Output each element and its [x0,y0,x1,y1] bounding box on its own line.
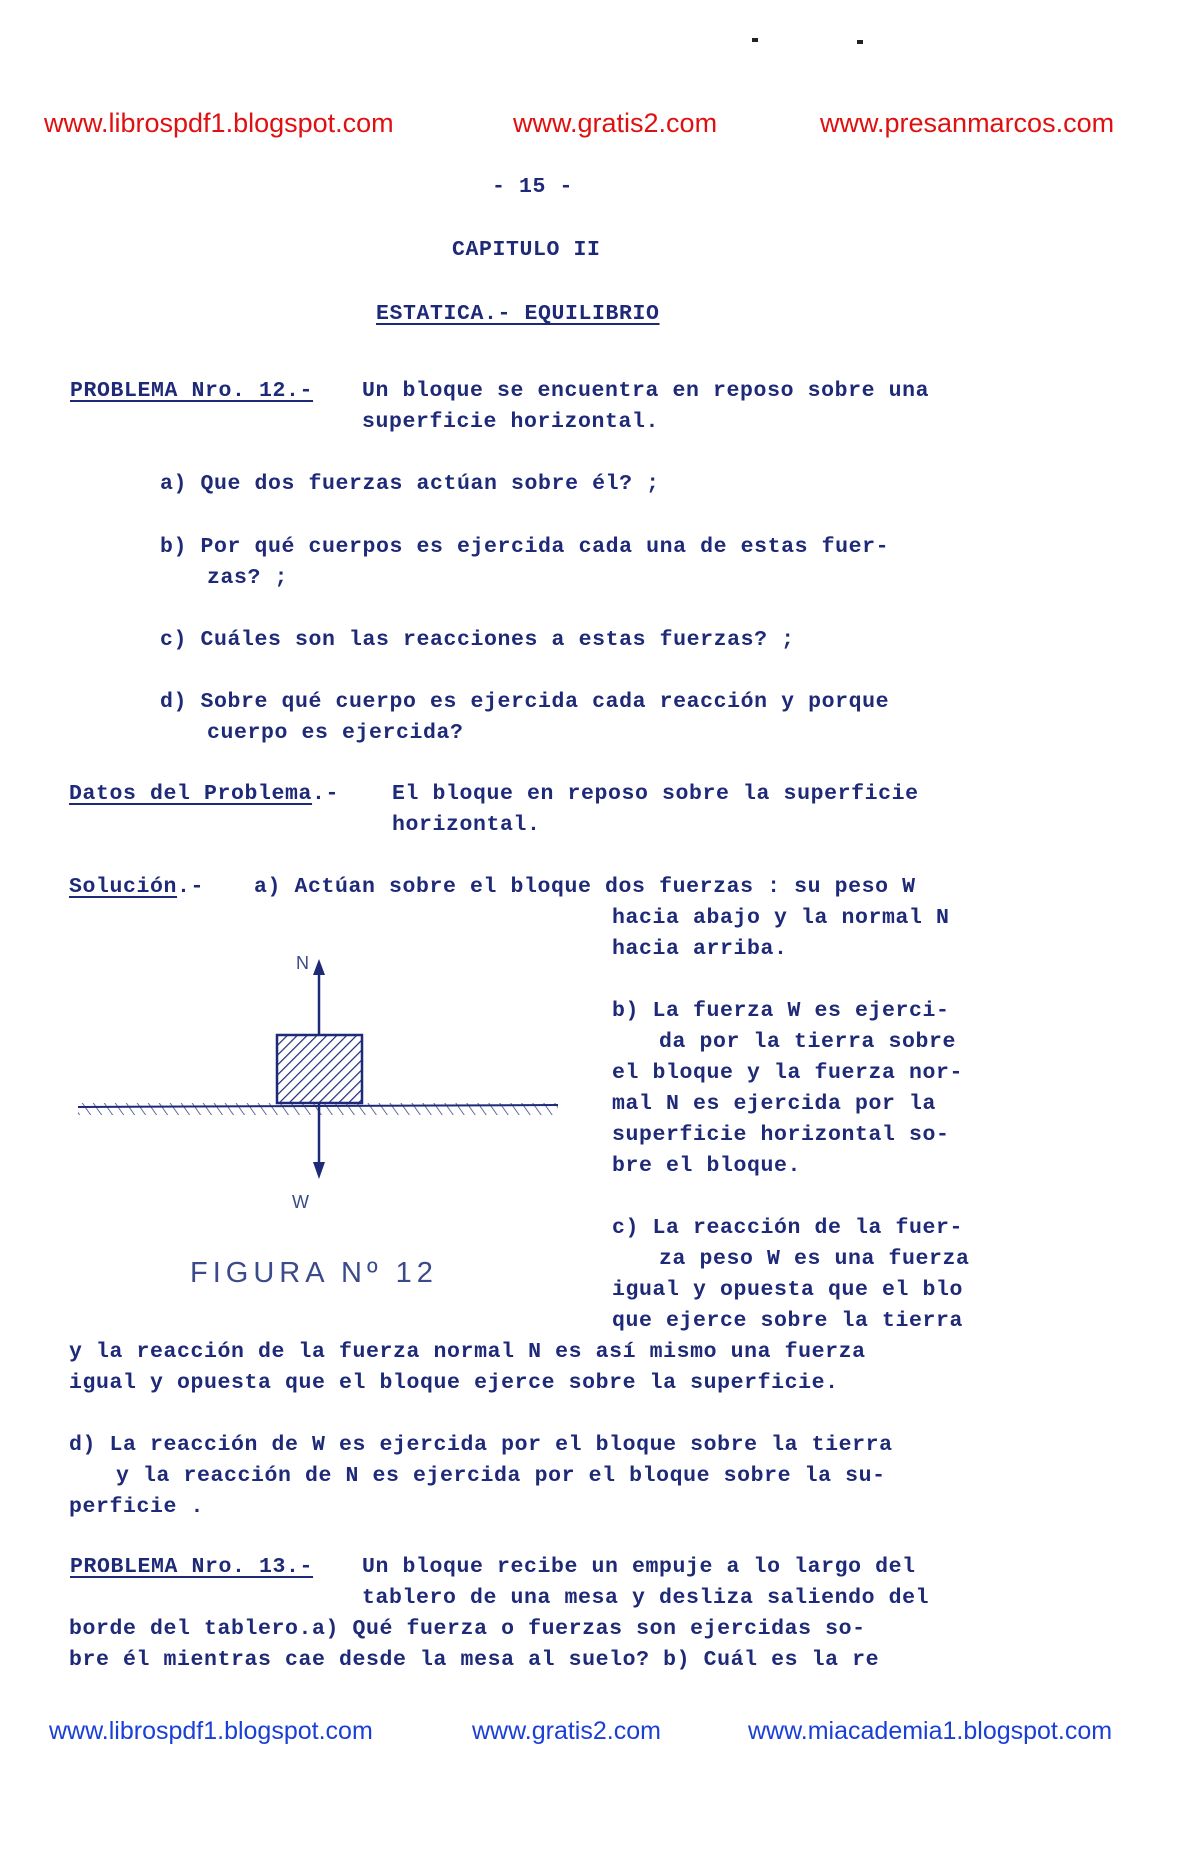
question-b-cont: zas? ; [207,566,289,590]
section-title: ESTATICA.- EQUILIBRIO [376,302,660,326]
question-a: a) Que dos fuerzas actúan sobre él? ; [160,472,660,496]
solucion-b: b) La fuerza W es ejerci- [612,999,950,1023]
solucion-heading [69,875,204,899]
scan-speck [857,40,863,44]
solucion-a: hacia abajo y la normal N [612,906,950,930]
header-link-librospdf[interactable]: www.librospdf1.blogspot.com [44,108,394,138]
problem-13-line: Un bloque recibe un empuje a lo largo del [362,1555,916,1579]
weight-arrowhead-icon [313,1162,325,1179]
footer-link-gratis2[interactable]: www.gratis2.com [472,1717,661,1745]
problem-12-label: PROBLEMA Nro. 12.- [70,379,314,403]
solucion-c: igual y opuesta que el bloque ejerce sobre la superficie. [69,1371,839,1395]
solucion-b: da por la tierra sobre [659,1030,957,1054]
problem-13-line: borde del tablero.a) Qué fuerza o fuerzas son ejercidas so- [69,1617,866,1641]
solucion-label: Solución [69,875,178,899]
solucion-b: bre el bloque. [612,1154,802,1178]
problem-13-line: tablero de una mesa y desliza saliendo del [362,1586,930,1610]
problem-12-line: Un bloque se encuentra en reposo sobre una [362,379,930,403]
normal-arrowhead-icon [313,959,325,975]
problem-13-line: bre él mientras cae desde la mesa al suelo? b) Cuál es la re [69,1648,880,1672]
datos-sep: .- [312,782,340,806]
datos-label: Datos del Problema [69,782,313,806]
scan-speck [752,38,758,42]
question-c: c) Cuáles son las reacciones a estas fuerzas? ; [160,628,795,652]
normal-label: N [296,953,309,973]
figure-12-diagram [70,945,590,1215]
problem-12-line: superficie horizontal. [362,410,660,434]
header-link-presanmarcos[interactable]: www.presanmarcos.com [820,108,1115,138]
question-d-cont: cuerpo es ejercida? [207,721,464,745]
problem-13-label: PROBLEMA Nro. 13.- [70,1555,314,1579]
solucion-a: a) Actúan sobre el bloque dos fuerzas : su peso W [254,875,916,899]
footer-link-miacademia[interactable]: www.miacademia1.blogspot.com [748,1717,1113,1745]
solucion-sep: .- [177,875,205,899]
header-link-gratis2[interactable]: www.gratis2.com [513,108,718,138]
chapter-title: CAPITULO II [452,238,601,262]
solucion-c: za peso W es una fuerza [659,1247,970,1271]
solucion-d: perficie . [69,1495,205,1519]
datos-heading [69,782,339,806]
solucion-c: c) La reacción de la fuer- [612,1216,964,1240]
datos-line: El bloque en reposo sobre la superficie [392,782,919,806]
figure-caption: FIGURA Nº 12 [190,1257,438,1289]
solucion-d: y la reacción de N es ejercida por el bloque sobre la su- [116,1464,886,1488]
solucion-a: hacia arriba. [612,937,788,961]
datos-line: horizontal. [392,813,541,837]
page-number: - 15 - [492,175,574,199]
solucion-b: superficie horizontal so- [612,1123,950,1147]
solucion-d: d) La reacción de W es ejercida por el bloque sobre la tierra [69,1433,893,1457]
solucion-c: y la reacción de la fuerza normal N es así mismo una fuerza [69,1340,866,1364]
weight-label: W [292,1192,309,1212]
question-b: b) Por qué cuerpos es ejercida cada una de estas fuer- [160,535,890,559]
solucion-b: el bloque y la fuerza nor- [612,1061,964,1085]
solucion-b: mal N es ejercida por la [612,1092,937,1116]
block [277,1035,362,1103]
footer-link-librospdf[interactable]: www.librospdf1.blogspot.com [49,1717,373,1745]
question-d: d) Sobre qué cuerpo es ejercida cada reacción y porque [160,690,890,714]
solucion-c: que ejerce sobre la tierra [612,1309,964,1333]
solucion-c: igual y opuesta que el blo [612,1278,964,1302]
